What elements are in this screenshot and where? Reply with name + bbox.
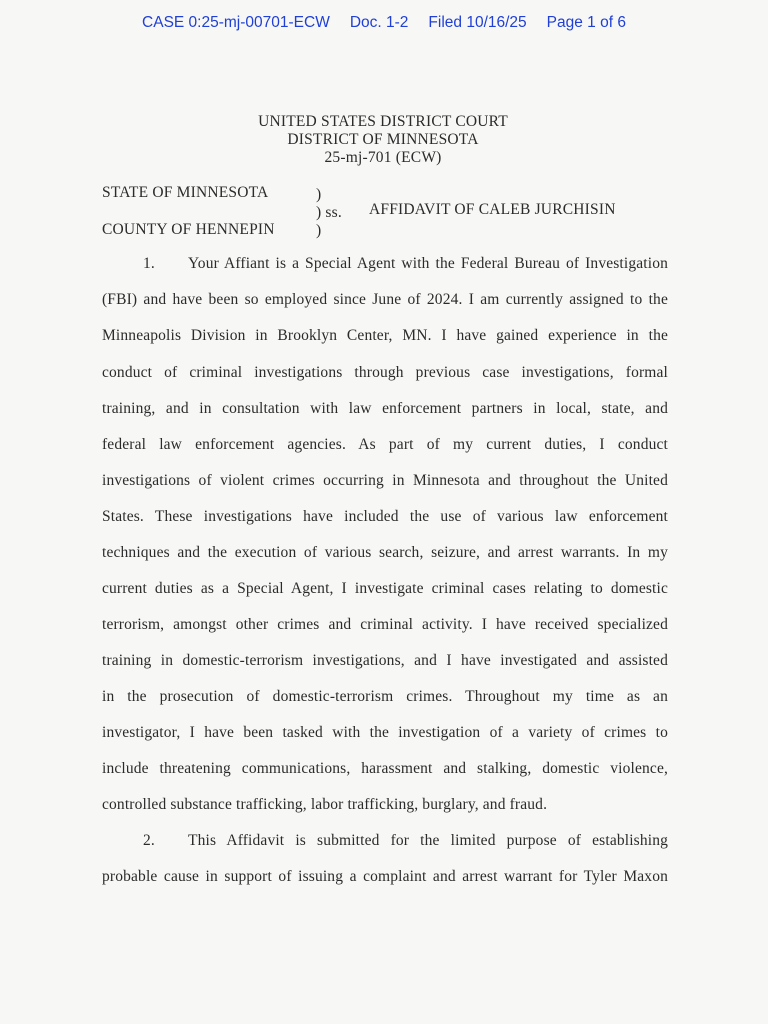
paragraph-1-line: investigations of violent crimes occurring in Minnesota and throughout the United	[102, 472, 668, 489]
caption-paren-1: )	[316, 186, 322, 203]
paragraph-1-line: techniques and the execution of various search, seizure, and arrest warrants. In my	[102, 544, 668, 561]
court-heading	[0, 113, 766, 167]
paragraph-1-line: include threatening communications, harassment and stalking, domestic violence,	[102, 760, 668, 777]
docket-number: 25-mj-701 (ECW)	[324, 149, 442, 166]
court-district: DISTRICT OF MINNESOTA	[287, 131, 479, 148]
paragraph-2-number: 2.	[143, 832, 155, 849]
paragraph-1-line: Minneapolis Division in Brooklyn Center, MN. I have gained experience in the	[102, 327, 668, 344]
paragraph-2-line: 2. This Affidavit is submitted for the limited purpose of establishing	[102, 832, 668, 850]
filed-date: Filed 10/16/25	[428, 14, 527, 31]
paragraph-1-line: terrorism, amongst other crimes and criminal activity. I have received specialized	[102, 616, 668, 633]
document-number: Doc. 1-2	[349, 14, 409, 31]
paragraph-1-line: training in domestic-terrorism investigations, and I have investigated and assisted	[102, 652, 668, 669]
ecf-filing-header	[0, 14, 768, 32]
paragraph-1-line: investigator, I have been tasked with the investigation of a variety of crimes to	[102, 724, 668, 741]
page-indicator: Page 1 of 6	[546, 14, 626, 31]
paragraph-1-line: conduct of criminal investigations through previous case investigations, formal	[102, 364, 668, 381]
caption-county: COUNTY OF HENNEPIN	[102, 221, 275, 238]
case-number: CASE 0:25-mj-00701-ECW	[142, 14, 330, 31]
paragraph-1-line: (FBI) and have been so employed since June of 2024. I am currently assigned to the	[102, 291, 668, 308]
paragraph-1-line: in the prosecution of domestic-terrorism crimes. Throughout my time as an	[102, 688, 668, 705]
paragraph-1-line: 1. Your Affiant is a Special Agent with the Federal Bureau of Investigation	[102, 255, 668, 273]
paragraph-1-line: training, and in consultation with law enforcement partners in local, state, and	[102, 400, 668, 417]
caption-paren-ss: ) ss.	[316, 204, 342, 221]
caption-paren-3: )	[316, 222, 322, 239]
paragraph-1-line: federal law enforcement agencies. As part of my current duties, I conduct	[102, 436, 668, 453]
court-name: UNITED STATES DISTRICT COURT	[258, 113, 508, 130]
paragraph-1-line: States. These investigations have included the use of various law enforcement	[102, 508, 668, 525]
affidavit-title: AFFIDAVIT OF CALEB JURCHISIN	[369, 201, 616, 218]
paragraph-1-number: 1.	[143, 255, 155, 272]
paragraph-1-line: current duties as a Special Agent, I investigate criminal cases relating to domestic	[102, 580, 668, 597]
paragraph-2-line: probable cause in support of issuing a complaint and arrest warrant for Tyler Maxon	[102, 868, 668, 885]
caption-state: STATE OF MINNESOTA	[102, 184, 269, 201]
paragraph-1-line: controlled substance trafficking, labor trafficking, burglary, and fraud.	[102, 796, 548, 813]
